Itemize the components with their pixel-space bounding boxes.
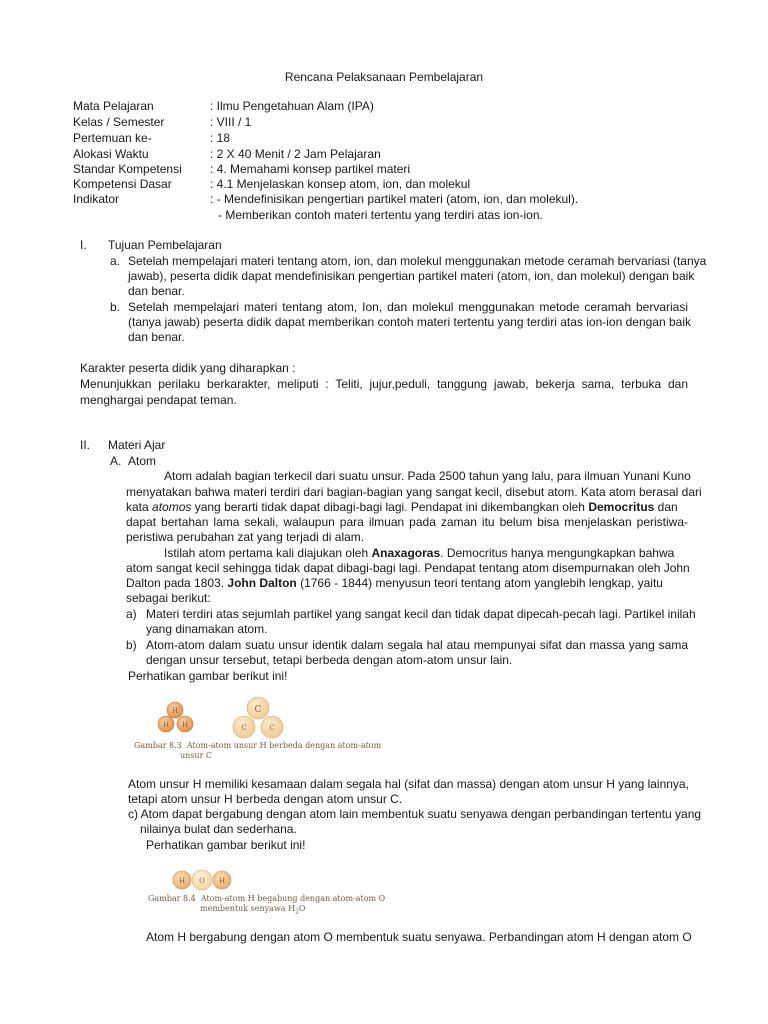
list-line: yang dinamakan atom. (146, 622, 268, 636)
paragraph-line: dapat bertahan lama sekali, walaupun para ilmuan pada zaman itu belum bisa menjelaskan peristiwa- (126, 515, 688, 529)
text-run-italic: atomos (152, 500, 192, 514)
paragraph-line: sebagai berikut: (126, 591, 211, 605)
text-run-bold: John Dalton (227, 576, 297, 590)
atom-label: C (241, 724, 247, 732)
subsection-marker: A. (110, 454, 122, 468)
list-marker: a) (126, 607, 137, 621)
meta-label: Kelas / Semester (73, 115, 165, 129)
atom-label: H (218, 877, 226, 885)
caption-label: Gambar 8.3 (134, 741, 182, 750)
atom-label: O (199, 877, 205, 885)
text-run: (1766 - 1844) menyusun teori tentang atom yanglebih lengkap, yaitu (296, 576, 663, 590)
meta-value: : 2 X 40 Menit / 2 Jam Pelajaran (210, 147, 381, 161)
atoms-h-c-illustration (130, 695, 400, 765)
caption-text: unsur C (180, 751, 213, 760)
text-run-bold: Anaxagoras (371, 546, 441, 560)
perhatikan-text: Perhatikan gambar berikut ini! (146, 838, 306, 852)
atom-label: H (181, 721, 189, 729)
text-run: dan (654, 500, 678, 514)
paragraph-line: jawab), peserta didik dapat mendefinisikan pengertian partikel materi (atom, ion, dan molekul) dengan baik (128, 269, 695, 283)
meta-value: : 4. Memahami konsep partikel materi (210, 162, 411, 176)
subsection-heading: Atom (128, 454, 157, 468)
paragraph-line: dan benar. (128, 330, 185, 344)
atom-c-top (247, 697, 269, 719)
meta-value: : 18 (210, 131, 231, 145)
figure-caption-line2 (200, 904, 305, 918)
meta-label: Standar Kompetensi (73, 162, 182, 176)
paragraph-line: dan benar. (128, 284, 185, 298)
caption-label: Gambar 8.4 (148, 894, 196, 903)
list-line: Materi terdiri atas sejumlah partikel yang sangat kecil dan tidak dapat dipecah-pecah lagi. Partikel inilah (146, 607, 696, 621)
atom-label: H (171, 707, 179, 715)
list-line: Atom-atom dalam suatu unsur identik dalam segala hal atau mempunyai sifat dan massa yang sama (146, 638, 688, 652)
karakter-line: menghargai pendapat teman. (80, 393, 237, 407)
meta-label: Indikator (73, 192, 120, 206)
list-line: dengan unsur tersebut, tetapi berbeda dengan atom-atom unsur lain. (146, 653, 513, 667)
atom-h-left (158, 716, 174, 732)
list-marker: a. (110, 254, 121, 268)
list-marker: b) (126, 638, 137, 652)
paragraph-line: menyatakan bahwa materi terdiri dari bagian-bagian yang sangat kecil, disebut atom. Kata atom berasal dari (126, 485, 702, 499)
meta-value: : Ilmu Pengetahuan Alam (IPA) (210, 99, 374, 113)
paragraph-line: Atom adalah bagian terkecil dari suatu unsur. Pada 2500 tahun yang lalu, para ilmuan Yunani Kuno (164, 469, 691, 483)
meta-label: Alokasi Waktu (73, 147, 149, 161)
perhatikan-text: Perhatikan gambar berikut ini! (128, 669, 288, 683)
caption-text: membentuk senyawa H (200, 904, 296, 913)
list-marker: b. (110, 300, 121, 314)
section-heading: Tujuan Pembelajaran (108, 238, 222, 252)
atom-h-right (213, 871, 231, 889)
atom-label: H (178, 877, 186, 885)
paragraph-line: Atom H bergabung dengan atom O membentuk suatu senyawa. Perbandingan atom H dengan atom O (146, 930, 692, 944)
meta-value: : - Mendefinisikan pengertian partikel materi (atom, ion, dan molekul). (210, 192, 579, 206)
section-number: II. (80, 438, 91, 452)
paragraph-line: peristiwa perubahan zat yang terjadi di alam. (126, 530, 365, 544)
text-run: yang berarti tidak dapat dibagi-bagi lagi. Pendapat ini dikembangkan oleh (191, 500, 589, 514)
caption-text: Atom-atom H begabung dengan atom-atom O (200, 894, 386, 903)
meta-value: : VIII / 1 (210, 115, 252, 129)
text-run: kata (126, 500, 153, 514)
caption-text: O (298, 904, 306, 913)
meta-label: Pertemuan ke- (73, 131, 152, 145)
paragraph-line: Setelah mempelajari materi tentang atom, Ion, dan molekul menggunakan metode ceramah bervariasi (128, 300, 688, 314)
text-run: . Democritus hanya mengungkapkan bahwa (440, 546, 675, 560)
caption-text: Atom-atom unsur H berbeda dengan atom-atom (186, 741, 382, 750)
atom-label: C (254, 705, 262, 715)
caption-subscript: 2 (295, 908, 299, 916)
page-title: Rencana Pelaksanaan Pembelajaran (284, 70, 484, 84)
figure-8-3 (130, 695, 400, 765)
atom-label: C (269, 724, 275, 732)
paragraph-line: atom sangat kecil sehingga tidak dapat dibagi-bagi lagi. Pendapat tentang atom disempurnakan oleh John (126, 561, 690, 575)
paragraph-line: tetapi atom unsur H berbeda dengan atom unsur C. (128, 792, 403, 806)
atom-c-left (233, 716, 255, 738)
atom-h-left (173, 871, 191, 889)
meta-label: Kompetensi Dasar (73, 177, 172, 191)
karakter-heading: Karakter peserta didik yang diharapkan : (80, 361, 296, 375)
meta-value-indikator-2: - Memberikan contoh materi tertentu yang terdiri atas ion-ion. (218, 208, 543, 222)
atom-label: H (162, 721, 170, 729)
text-run: Dalton pada 1803. (126, 576, 228, 590)
figure-caption (148, 894, 385, 904)
text-run (126, 500, 678, 516)
section-heading: Materi Ajar (108, 438, 166, 452)
paragraph-line (164, 546, 674, 562)
atom-o (192, 870, 212, 890)
paragraph-line: (tanya jawab) peserta didik dapat memberikan contoh materi tertentu yang terdiri atas ion-ion dengan baik (128, 315, 691, 329)
text-run: Istilah atom pertama kali diajukan oleh (164, 546, 372, 560)
atom-h-right (177, 716, 193, 732)
paragraph-line (126, 500, 688, 516)
meta-label: Mata Pelajaran (73, 99, 154, 113)
text-run-bold: Democritus (588, 500, 655, 514)
paragraph-line (126, 576, 663, 592)
section-number: I. (80, 238, 87, 252)
paragraph-line: Atom unsur H memiliki kesamaan dalam segala hal (sifat dan massa) dengan atom unsur H yang lainnya, (128, 777, 689, 791)
atom-c-right (261, 716, 283, 738)
karakter-line: Menunjukkan perilaku berkarakter, meliputi : Teliti, jujur,peduli, tanggung jawab, bekerja sama, terbuka dan (80, 377, 688, 391)
paragraph-line: Setelah mempelajari materi tentang atom, ion, dan molekul menggunakan metode ceramah bervariasi (tanya (128, 254, 707, 268)
meta-value: : 4.1 Menjelaskan konsep atom, ion, dan molekul (210, 177, 471, 191)
atom-h-top (167, 702, 183, 718)
figure-8-4 (140, 868, 410, 918)
list-line: c) Atom dapat bergabung dengan atom lain membentuk suatu senyawa dengan perbandingan tertentu yang (128, 807, 702, 821)
list-line: nilainya bulat dan sederhana. (140, 822, 297, 836)
figure-caption (134, 741, 381, 751)
